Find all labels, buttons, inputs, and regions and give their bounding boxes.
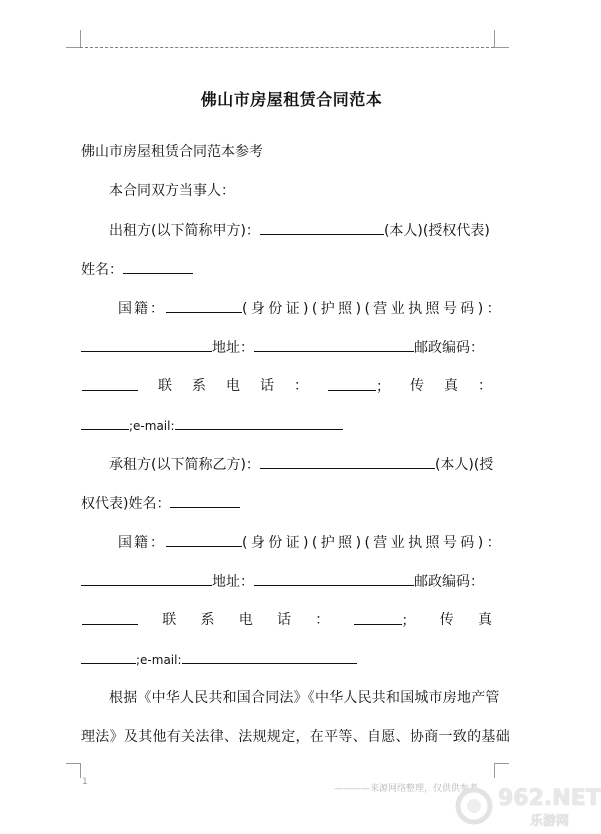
paragraph-line bbox=[81, 337, 484, 358]
paragraph-line bbox=[81, 142, 263, 162]
crop-mark-bottom-right bbox=[494, 763, 509, 778]
paragraph-line bbox=[109, 220, 490, 241]
blank-field[interactable] bbox=[166, 298, 242, 313]
line-text: (身份证)(护照)(营业执照号码)： bbox=[242, 535, 504, 551]
line-text: (身份证)(护照)(营业执照号码)： bbox=[242, 301, 504, 317]
paragraph-line bbox=[82, 610, 492, 631]
document-title: 佛山市房屋租赁合同范本 bbox=[200, 90, 383, 109]
line-text: 真 bbox=[478, 612, 492, 628]
line-text bbox=[354, 610, 416, 631]
paragraph-line bbox=[81, 493, 240, 514]
paragraph-line bbox=[81, 415, 343, 436]
line-text: 系 bbox=[200, 612, 215, 628]
line-text: 真 bbox=[444, 378, 458, 394]
line-text: 电 bbox=[238, 612, 253, 628]
line-text: 话 bbox=[277, 612, 291, 628]
line-text: 出租方(以下简称甲方)： bbox=[109, 223, 260, 239]
line-text: ;e-mail: bbox=[129, 419, 175, 433]
blank-field[interactable] bbox=[170, 493, 240, 508]
line-text: ； bbox=[376, 379, 390, 395]
blank-field[interactable] bbox=[354, 610, 402, 625]
line-text: 系 bbox=[192, 378, 206, 394]
blank-field[interactable] bbox=[254, 571, 414, 586]
paragraph-line bbox=[109, 688, 500, 708]
line-text: 传 bbox=[410, 378, 424, 394]
line-text: (本人)(授 bbox=[434, 457, 494, 473]
line-text: ； bbox=[401, 613, 416, 629]
blank-field[interactable] bbox=[166, 532, 242, 547]
line-text: 邮政编码： bbox=[414, 340, 484, 356]
paragraph-line bbox=[118, 532, 504, 553]
blank-field[interactable] bbox=[260, 454, 435, 469]
watermark-sub: 乐游网 bbox=[530, 814, 570, 829]
line-text: 本合同双方当事人： bbox=[109, 183, 235, 199]
line-text: 联 bbox=[162, 612, 177, 628]
paragraph-line bbox=[118, 298, 504, 319]
blank-field[interactable] bbox=[82, 610, 138, 625]
paragraph-line bbox=[109, 454, 493, 475]
header-divider bbox=[80, 47, 494, 48]
line-text: 话 bbox=[260, 378, 274, 394]
line-text: 国籍： bbox=[118, 301, 166, 317]
blank-field[interactable] bbox=[81, 649, 136, 664]
line-text: 国籍： bbox=[118, 535, 166, 551]
line-text: ： bbox=[478, 378, 492, 394]
line-text: 地址： bbox=[212, 574, 254, 590]
crop-mark-top-right bbox=[494, 30, 509, 48]
blank-field[interactable] bbox=[82, 376, 138, 391]
blank-field[interactable] bbox=[254, 337, 414, 352]
line-text: 电 bbox=[226, 378, 240, 394]
line-text: 姓名： bbox=[81, 262, 123, 278]
crop-mark-bottom-left bbox=[66, 763, 81, 778]
crop-mark-top-left bbox=[66, 30, 81, 48]
blank-field[interactable] bbox=[328, 376, 376, 391]
paragraph-line bbox=[109, 181, 235, 201]
paragraph-line bbox=[81, 571, 484, 592]
site-watermark bbox=[450, 784, 601, 829]
line-text bbox=[328, 376, 390, 397]
paragraph-line bbox=[81, 259, 193, 280]
line-text: 佛山市房屋租赁合同范本参考 bbox=[81, 144, 263, 160]
line-text: 根据《中华人民共和国合同法》《中华人民共和国城市房地产管 bbox=[109, 690, 500, 706]
line-text: 邮政编码： bbox=[414, 574, 484, 590]
paragraph-line bbox=[81, 727, 510, 747]
line-text: ： bbox=[315, 612, 330, 628]
line-text: 传 bbox=[439, 612, 454, 628]
line-text: 联 bbox=[158, 378, 172, 394]
watermark-brand: 962.NET bbox=[498, 786, 601, 811]
page-number: 1 bbox=[82, 777, 88, 787]
blank-field[interactable] bbox=[81, 571, 212, 586]
blank-field[interactable] bbox=[182, 649, 357, 664]
line-text: 承租方(以下简称乙方)： bbox=[109, 457, 260, 473]
paragraph-line bbox=[81, 649, 357, 670]
blank-field[interactable] bbox=[81, 415, 129, 430]
line-text: ： bbox=[294, 378, 308, 394]
line-text: 地址： bbox=[212, 340, 254, 356]
source-note: ————来源网络整理，仅供供参考 bbox=[334, 784, 479, 794]
blank-field[interactable] bbox=[175, 415, 343, 430]
line-text: (本人)(授权代表) bbox=[383, 223, 490, 239]
blank-field[interactable] bbox=[260, 220, 384, 235]
blank-field[interactable] bbox=[81, 337, 212, 352]
blank-field[interactable] bbox=[123, 259, 193, 274]
watermark-logo-icon bbox=[450, 784, 500, 828]
line-text: ;e-mail: bbox=[136, 653, 182, 667]
paragraph-line bbox=[82, 376, 492, 397]
line-text: 理法》及其他有关法律、法规规定，在平等、自愿、协商一致的基础 bbox=[81, 729, 510, 745]
line-text: 权代表)姓名： bbox=[81, 496, 171, 512]
